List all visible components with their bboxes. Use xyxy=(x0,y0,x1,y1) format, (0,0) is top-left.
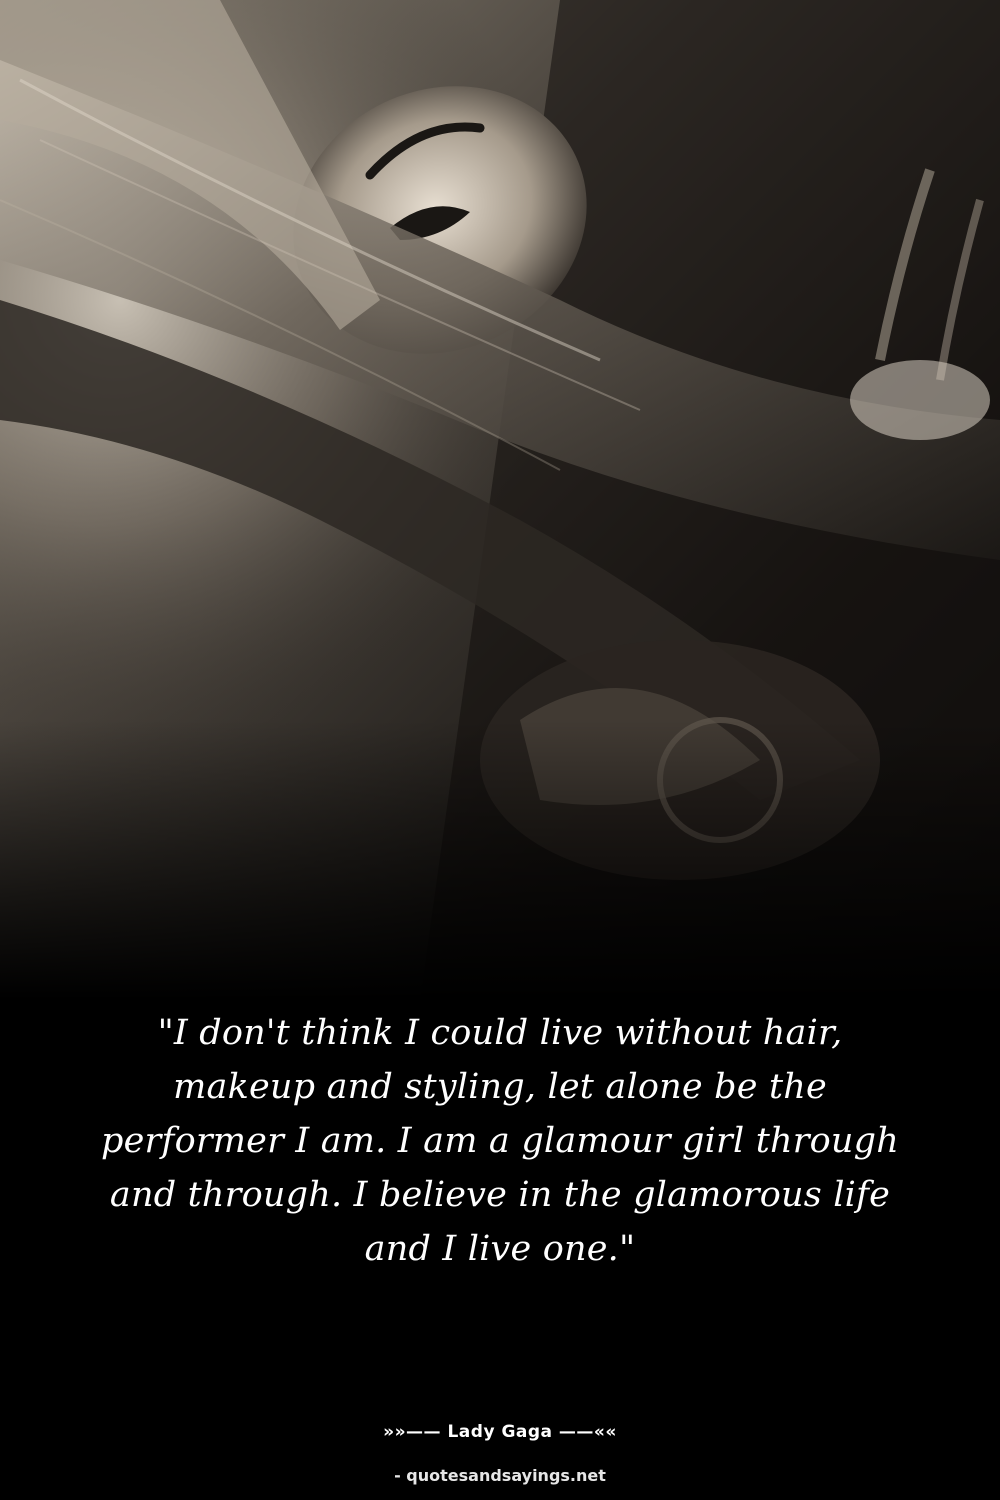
quote-text: "I don't think I could live without hair, makeup and styling, let alone be the performer I am. I am a glamour girl through and through. I believe in the glamorous life and I live one." xyxy=(100,1013,899,1269)
quote-author: »»—— Lady Gaga ——«« xyxy=(383,1422,617,1442)
source-credit: - quotesandsayings.net xyxy=(394,1466,606,1485)
